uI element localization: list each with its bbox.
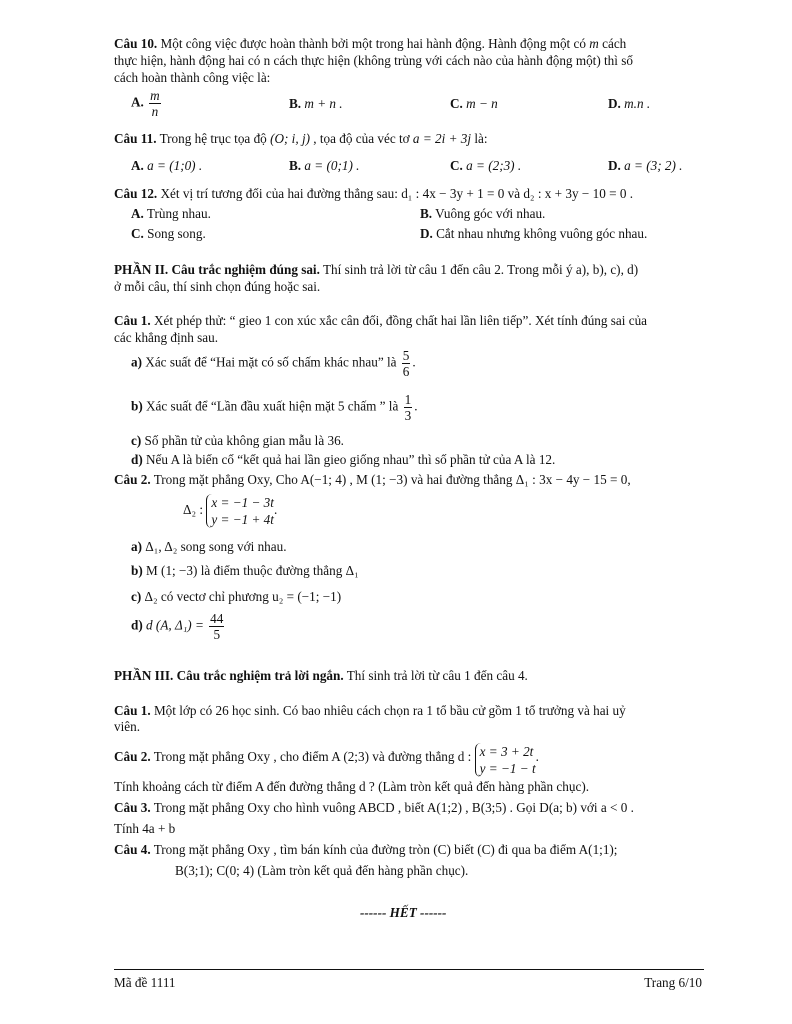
p3q4-line1 xyxy=(114,842,617,858)
q11-option-d-value: a = (3; 2) . xyxy=(624,158,683,173)
p3q3-line1 xyxy=(114,800,634,816)
q10-option-a-fraction xyxy=(149,88,161,119)
p3q4-text: Trong mặt phẳng Oxy , tìm bán kính của đường tròn (C) biết (C) đi qua ba điểm A(1;1); xyxy=(150,842,618,857)
q10-option-b xyxy=(289,96,343,112)
p3q2-sys1: x = 3 + 2t xyxy=(479,744,534,759)
q11-option-a xyxy=(131,158,202,174)
q11-option-d xyxy=(608,158,682,174)
p3q4-label: Câu 4. xyxy=(114,842,151,857)
q11-text3: là: xyxy=(471,131,488,146)
footer-page-number: Trang 6/10 xyxy=(644,975,702,990)
p3q2-text: Trong mặt phẳng Oxy , cho điểm A (2;3) và đường thẳng d : xyxy=(150,749,472,764)
p2q1-b-text: Xác suất để “Lần đầu xuất hiện mặt 5 chấm ” là xyxy=(142,398,402,414)
q10-option-b-label: B. xyxy=(289,96,302,111)
part3-heading xyxy=(114,668,528,684)
p2q2-sys1: x = −1 − 3t xyxy=(211,495,274,510)
p2q1-c-text: Số phần tử của không gian mẫu là 36. xyxy=(141,433,344,448)
p2q2-c-label: c) xyxy=(131,589,142,604)
q10-a-num: m xyxy=(150,88,160,103)
q10-option-d-label: D. xyxy=(608,96,621,111)
p2q1-line2: các khẳng định sau. xyxy=(114,330,218,345)
part3-title: PHẦN III. Câu trắc nghiệm trả lời ngắn. xyxy=(114,668,344,683)
p3q4-line2: B(3;1); C(0; 4) (Làm tròn kết quả đến hàng phần chục). xyxy=(175,863,469,878)
p2q2-item-b xyxy=(131,563,359,579)
q10-label: Câu 10. xyxy=(114,36,158,51)
p2q2-label: Câu 2. xyxy=(114,472,151,487)
q11-option-a-value: a = (1;0) . xyxy=(147,158,203,173)
p3q2-line1: Câu 2. Trong mặt phẳng Oxy , cho điểm A (2;3) và đường thẳng d : x = 3 + 2t y = −1 − t . xyxy=(114,744,539,776)
p2q2-text: Trong mặt phẳng Oxy, Cho A(−1; 4) , M (1; −3) và hai đường thẳng Δ₁ : 3x − 4y − 15 = 0, xyxy=(150,472,631,487)
q10-line3: cách hoàn thành công việc là: xyxy=(114,70,271,85)
p2q1-a-fraction xyxy=(402,348,411,379)
q12-option-a xyxy=(131,206,211,222)
part2-heading xyxy=(114,262,638,278)
q10-option-b-value: m + n . xyxy=(304,96,343,111)
p2q2-a-label: a) xyxy=(131,539,142,554)
p2q1-b-den: 3 xyxy=(404,408,412,423)
q10-option-a-label: A. xyxy=(131,94,144,110)
part3-intro: Thí sinh trả lời từ câu 1 đến câu 4. xyxy=(343,668,528,683)
p2q1-b-fraction xyxy=(404,392,413,423)
footer-divider xyxy=(114,969,704,970)
end-marker: ------ HẾT ------ xyxy=(360,905,447,920)
q12-option-a-value: Trùng nhau. xyxy=(143,206,211,221)
q12-option-c-value: Song song. xyxy=(143,226,206,241)
q12-option-a-label: A. xyxy=(131,206,144,221)
p3q2-line2: Tính khoảng cách từ điểm A đến đường thẳng d ? (Làm tròn kết quả đến hàng phần chục). xyxy=(114,779,590,794)
q11-option-b-label: B. xyxy=(289,158,302,173)
q12-text: Xét vị trí tương đối của hai đường thẳng sau: d₁ : 4x − 3y + 1 = 0 và d₂ : x + 3y − 10 = 0 . xyxy=(157,186,634,201)
q12-option-b-label: B. xyxy=(420,206,433,221)
p2q1-a-end: . xyxy=(412,354,416,370)
p2q2-item-c xyxy=(131,589,341,605)
p2q2-item-d xyxy=(131,611,226,642)
p3q3-label: Câu 3. xyxy=(114,800,151,815)
q12-line1 xyxy=(114,186,633,202)
q11-option-c-value: a = (2;3) . xyxy=(466,158,522,173)
q11-line1 xyxy=(114,131,488,147)
q10-option-d-value: m.n . xyxy=(624,96,651,111)
q11-option-b-value: a = (0;1) . xyxy=(304,158,360,173)
p2q1-label: Câu 1. xyxy=(114,313,151,328)
q10-text1: Một công việc được hoàn thành bởi một trong hai hành động. Hành động một có xyxy=(157,36,590,51)
q10-m: m xyxy=(589,36,599,51)
q12-label: Câu 12. xyxy=(114,186,158,201)
q11-option-a-label: A. xyxy=(131,158,144,173)
q11-label: Câu 11. xyxy=(114,131,157,146)
p2q1-d-label: d) xyxy=(131,452,143,467)
q11-frame: (O; i, j) xyxy=(270,131,310,146)
q10-option-a xyxy=(131,88,163,119)
q11-text2: , tọa độ của véc tơ xyxy=(310,131,413,146)
p2q1-a-num: 5 xyxy=(402,348,410,363)
q11-option-c xyxy=(450,158,521,174)
p3q1-line2: viên. xyxy=(114,719,141,734)
p2q1-item-a xyxy=(131,348,416,379)
p2q2-b-text: M (1; −3) là điểm thuộc đường thẳng Δ₁ xyxy=(142,563,359,578)
p2q2-d-text: d (A, Δ₁) = xyxy=(142,617,208,633)
q12-option-b-value: Vuông góc với nhau. xyxy=(432,206,546,221)
p2q1-a-label: a) xyxy=(131,354,142,370)
q12-option-d-label: D. xyxy=(420,226,433,241)
p2q2-d-label: d) xyxy=(131,617,143,633)
part2-intro: Thí sinh trả lời từ câu 1 đến câu 2. Trong mỗi ý a), b), c), d) xyxy=(319,262,639,277)
q10-option-c-value: m − n xyxy=(466,96,498,111)
p2q2-sys2: y = −1 + 4t xyxy=(211,512,274,527)
p3q1-line1 xyxy=(114,703,626,719)
p2q1-item-d xyxy=(131,452,555,468)
q12-option-d xyxy=(420,226,647,242)
q10-option-d xyxy=(608,96,650,112)
p2q2-system xyxy=(206,494,274,528)
p3q2-label: Câu 2. xyxy=(114,749,151,764)
p2q2-d-num: 44 xyxy=(210,611,224,626)
p2q2-delta2-label: Δ₂ : xyxy=(183,502,204,518)
q12-option-c xyxy=(131,226,206,242)
q11-option-d-label: D. xyxy=(608,158,621,173)
q12-option-d-value: Cắt nhau nhưng không vuông góc nhau. xyxy=(432,226,648,241)
p2q2-item-a xyxy=(131,539,287,555)
footer-exam-code: Mã đề 1111 xyxy=(114,975,176,990)
part2-intro2: ở mỗi câu, thí sinh chọn đúng hoặc sai. xyxy=(114,279,321,294)
q10-a-den: n xyxy=(151,104,159,119)
p2q2-c-text: Δ₂ có vectơ chỉ phương u₂ = (−1; −1) xyxy=(141,589,342,604)
p2q1-a-text: Xác suất để “Hai mặt có số chấm khác nhau” là xyxy=(142,354,400,370)
p3q2-sys2: y = −1 − t xyxy=(479,761,536,776)
p2q1-d-text: Nếu A là biến cố “kết quả hai lần gieo giống nhau” thì số phần tử của A là 12. xyxy=(142,452,556,467)
p2q1-b-num: 1 xyxy=(404,392,412,407)
p2q2-b-label: b) xyxy=(131,563,143,578)
q10-line1 xyxy=(114,36,626,52)
p2q1-c-label: c) xyxy=(131,433,142,448)
p2q2-line1 xyxy=(114,472,631,488)
p2q1-item-b xyxy=(131,392,418,423)
p2q1-line1 xyxy=(114,313,647,329)
p3q2-system xyxy=(475,743,536,777)
p2q1-a-den: 6 xyxy=(402,364,410,379)
p2q2-d-fraction xyxy=(209,611,224,642)
p2q1-item-c xyxy=(131,433,344,449)
p2q2-d-den: 5 xyxy=(213,627,221,642)
q10-text2: cách xyxy=(598,36,627,51)
p3q1-text: Một lớp có 26 học sinh. Có bao nhiêu cách chọn ra 1 tổ bầu cử gồm 1 tổ trưởng và hai uỷ xyxy=(150,703,626,718)
q11-vector: a = 2i + 3j xyxy=(412,131,472,146)
p2q2-delta2: Δ₂ : x = −1 − 3t y = −1 + 4t . xyxy=(183,495,278,527)
p2q2-a-text: Δ₁, Δ₂ song song với nhau. xyxy=(142,539,287,554)
p2q1-b-label: b) xyxy=(131,398,143,414)
q10-line2: thực hiện, hành động hai có n cách thực hiện (không trùng với cách nào của hành động một) thì số xyxy=(114,53,633,68)
part2-title: PHẦN II. Câu trắc nghiệm đúng sai. xyxy=(114,262,320,277)
q11-option-c-label: C. xyxy=(450,158,463,173)
p2q1-b-end: . xyxy=(414,398,418,414)
q10-option-c-label: C. xyxy=(450,96,463,111)
p3q3-line2: Tính 4a + b xyxy=(114,821,176,836)
q12-option-c-label: C. xyxy=(131,226,144,241)
q10-option-c xyxy=(450,96,498,112)
q12-option-b xyxy=(420,206,545,222)
q11-text1: Trong hệ trục tọa độ xyxy=(156,131,271,146)
p2q1-text: Xét phép thử: “ gieo 1 con xúc xắc cân đối, đồng chất hai lần liên tiếp”. Xét tính đúng sai của xyxy=(150,313,648,328)
q11-option-b xyxy=(289,158,359,174)
p3q1-label: Câu 1. xyxy=(114,703,151,718)
p3q3-text: Trong mặt phẳng Oxy cho hình vuông ABCD , biết A(1;2) , B(3;5) . Gọi D(a; b) với a < 0 . xyxy=(150,800,634,815)
